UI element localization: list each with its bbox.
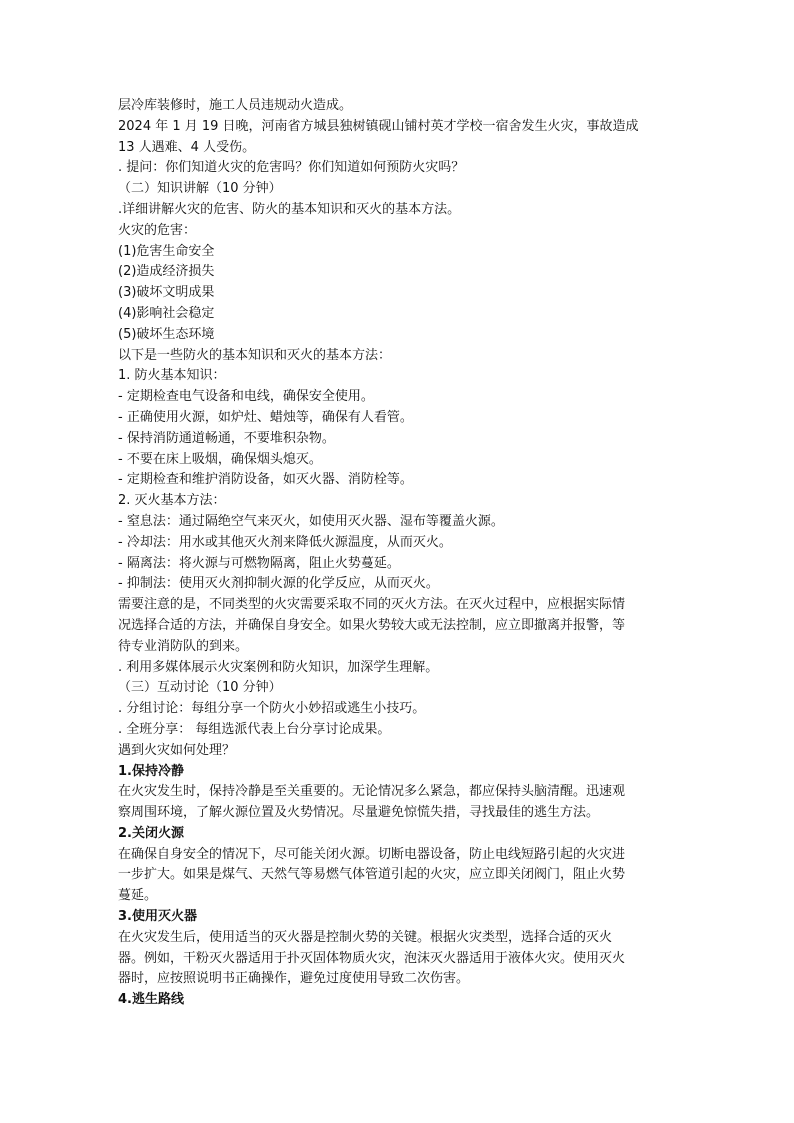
section-heading: 2.关闭火源 xyxy=(118,825,184,841)
text-line: 察周围环境，了解火源位置及火势情况。尽量避免惊慌失措，寻找最佳的逃生方法。 xyxy=(118,805,600,821)
text-line: (5)破坏生态环境 xyxy=(118,326,215,342)
text-line: (1)危害生命安全 xyxy=(118,243,215,259)
text-line: 在确保自身安全的情况下，尽可能关闭火源。切断电器设备，防止电线短路引起的火灾进 xyxy=(118,846,626,862)
text-line: - 定期检查和维护消防设备，如灭火器、消防栓等。 xyxy=(118,472,413,488)
text-line: 层冷库装修时，施工人员违规动火造成。 xyxy=(118,98,353,113)
text-line: 在火灾发生时，保持冷静是至关重要的。无论情况多么紧急，都应保持头脑清醒。迅速观 xyxy=(118,784,626,800)
text-line: (3)破坏文明成果 xyxy=(118,285,215,301)
text-line: - 隔离法：将火源与可燃物隔离，阻止火势蔓延。 xyxy=(118,555,400,571)
text-line: . 利用多媒体展示火灾案例和防火知识，加深学生理解。 xyxy=(118,659,439,675)
text-line: 13 人遇难、4 人受伤。 xyxy=(118,139,256,155)
section-heading: 3.使用灭火器 xyxy=(118,909,197,925)
text-line: 在火灾发生后，使用适当的灭火器是控制火势的关键。根据火灾类型，选择合适的灭火 xyxy=(118,929,613,945)
section-heading: 4.逃生路线 xyxy=(118,992,184,1008)
text-line: - 抑制法：使用灭火剂抑制火源的化学反应，从而灭火。 xyxy=(118,576,439,592)
text-line: - 正确使用火源，如炉灶、蜡烛等，确保有人看管。 xyxy=(118,409,413,425)
text-line: （二）知识讲解（10 分钟） xyxy=(118,181,282,197)
text-line: 蔓延。 xyxy=(118,888,158,904)
text-line: . 提问：你们知道火灾的危害吗？你们知道如何预防火灾吗？ xyxy=(118,160,465,176)
text-line: 器。例如，干粉灭火器适用于扑灭固体物质火灾，泡沫灭火器适用于液体火灾。使用灭火 xyxy=(118,950,626,966)
section-heading: 1.保持冷静 xyxy=(118,763,184,779)
text-line: . 分组讨论：每组分享一个防火小妙招或逃生小技巧。 xyxy=(118,701,426,717)
text-line: - 保持消防通道畅通，不要堆积杂物。 xyxy=(118,430,335,446)
text-line: - 定期检查电气设备和电线，确保安全使用。 xyxy=(118,389,374,405)
text-line: 器时，应按照说明书正确操作，避免过度使用导致二次伤害。 xyxy=(118,971,470,987)
text-line: 遇到火灾如何处理？ xyxy=(118,742,236,758)
text-line: . 全班分享： 每组选派代表上台分享讨论成果。 xyxy=(118,721,391,737)
text-line: - 冷却法：用水或其他灭火剂来降低火源温度，从而灭火。 xyxy=(118,534,452,550)
text-line: 需要注意的是，不同类型的火灾需要采取不同的灭火方法。在灭火过程中，应根据实际情 xyxy=(118,597,626,613)
text-line: (2)造成经济损失 xyxy=(118,264,215,280)
text-line: 待专业消防队的到来。 xyxy=(118,638,249,654)
text-line: - 不要在床上吸烟，确保烟头熄灭。 xyxy=(118,451,322,467)
text-line: 1. 防火基本知识： xyxy=(118,368,226,384)
text-line: 况选择合适的方法，并确保自身安全。如果火势较大或无法控制，应立即撤离并报警，等 xyxy=(118,617,626,633)
text-line: .详细讲解火灾的危害、防火的基本知识和灭火的基本方法。 xyxy=(118,201,461,217)
text-line: - 窒息法：通过隔绝空气来灭火，如使用灭火器、湿布等覆盖火源。 xyxy=(118,513,504,529)
text-line: （三）互动讨论（10 分钟） xyxy=(118,680,282,696)
document-page xyxy=(118,96,678,1011)
text-line: 火灾的危害： xyxy=(118,222,197,238)
text-line: 2024 年 1 月 19 日晚，河南省方城县独树镇砚山铺村英才学校一宿舍发生火灾，事故造成 xyxy=(118,118,639,134)
text-line: 2. 灭火基本方法： xyxy=(118,493,226,509)
text-line: (4)影响社会稳定 xyxy=(118,305,215,321)
text-line: 一步扩大。如果是煤气、天然气等易燃气体管道引起的火灾，应立即关闭阀门，阻止火势 xyxy=(118,867,626,883)
text-line: 以下是一些防火的基本知识和灭火的基本方法： xyxy=(118,347,392,363)
